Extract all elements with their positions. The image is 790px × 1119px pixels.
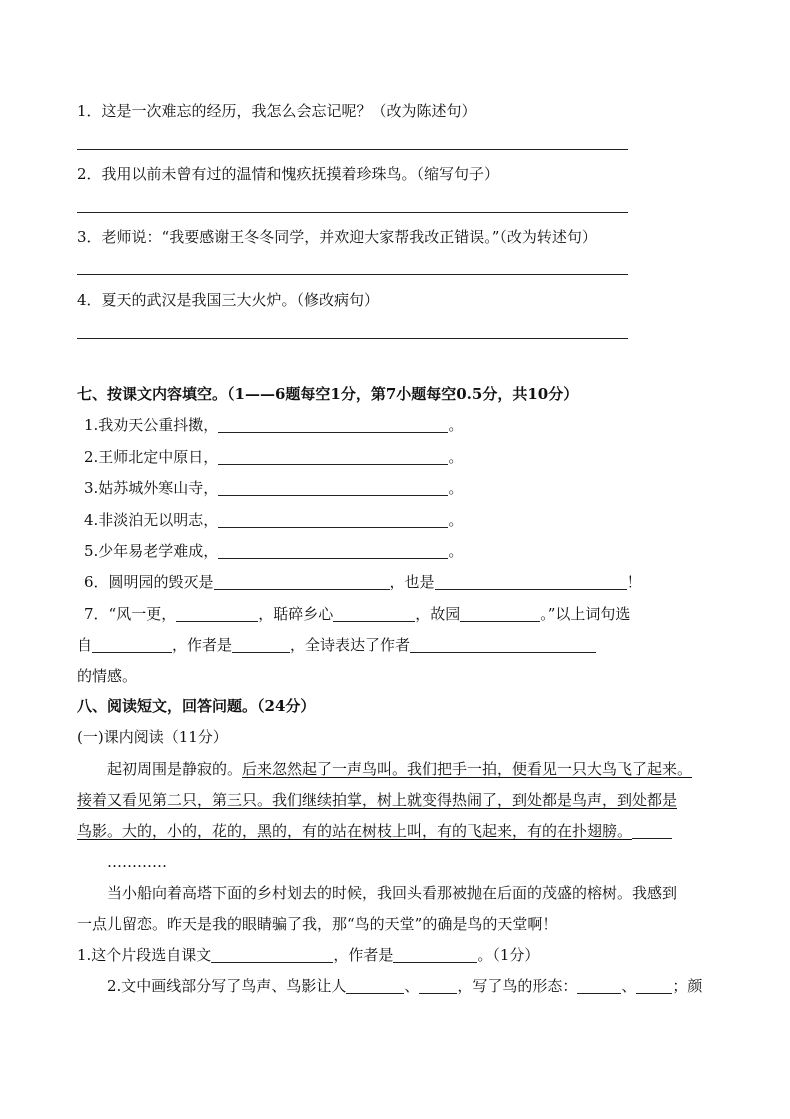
passage-line-1: 起初周围是静寂的。后来忽然起了一声鸟叫。我们把手一拍，便看见一只大鸟飞了起来。 [107,760,693,778]
question-2: 2．我用以前未曾有过的温情和愧疚抚摸着珍珠鸟。（缩写句子） [77,165,500,183]
fill-blank[interactable] [176,605,258,622]
answer-line-3[interactable] [77,274,628,275]
fill-blank[interactable] [218,511,448,528]
answer-line-2[interactable] [77,212,628,213]
passage-line-3: 鸟影。大的，小的，花的，黑的，有的站在树枝上叫，有的飞起来，有的在扑翅膀。 [77,821,672,841]
fill-blank[interactable] [218,448,448,465]
fill-item-6: 6．圆明园的毁灭是 ，也是 ！ [84,573,642,591]
question-1: 1．这是一次难忘的经历，我怎么会忘记呢？（改为陈述句） [77,102,477,120]
fill-blank[interactable] [218,479,448,496]
underline-tail [632,822,672,839]
section-7-heading: 七、按课文内容填空。（1——6题每空1分，第7小题每空0.5分，共10分） [77,385,579,403]
fill-blank[interactable] [419,977,457,994]
passage-line-4: 当小船向着高塔下面的乡村划去的时候，我回头看那被抛在后面的茂盛的榕树。我感到 [107,884,678,902]
fill-item-3: 3.姑苏城外寒山寺， 。 [84,479,464,497]
question-3: 3．老师说：“我要感谢王冬冬同学，并欢迎大家帮我改正错误。”（改为转述句） [77,228,597,246]
reading-question-1: 1.这个片段选自课文 ，作者是 。（1分） [77,946,540,964]
answer-line-4[interactable] [77,338,628,339]
passage-line-5: 一点儿留恋。昨天是我的眼睛骗了我，那“鸟的天堂”的确是鸟的天堂啊！ [77,915,558,933]
subsection-heading: (一)课内阅读（11分） [77,728,228,746]
fill-blank[interactable] [636,977,672,994]
fill-blank[interactable] [92,636,172,653]
fill-blank[interactable] [460,605,540,622]
fill-blank[interactable] [214,573,390,590]
fill-item-4: 4.非淡泊无以明志， 。 [84,511,464,529]
fill-blank[interactable] [410,636,596,653]
fill-item-7-cont: 自 ，作者是 ，全诗表达了作者 [77,635,596,655]
fill-item-5: 5.少年易老学难成， 。 [84,542,464,560]
fill-blank[interactable] [577,977,621,994]
fill-blank[interactable] [393,946,477,963]
fill-item-7: 7．“风一更， ，聒碎乡心 ，故园 。”以上词句选 [84,605,631,623]
reading-question-2: 2.文中画线部分写了鸟声、鸟影让人 、 ，写了鸟的形态： 、 ；颜 [107,977,703,995]
underlined-text: 后来忽然起了一声鸟叫。我们把手一拍，便看见一只大鸟飞了起来。 [242,760,693,778]
section-8-heading: 八、阅读短文，回答问题。（24分） [77,697,316,715]
ellipsis: ………… [107,853,167,871]
fill-blank[interactable] [333,605,415,622]
fill-item-2: 2.王师北定中原日， 。 [84,448,464,466]
fill-blank[interactable] [346,977,404,994]
fill-blank[interactable] [218,542,448,559]
fill-blank[interactable] [218,416,448,433]
fill-item-7-end: 的情感。 [77,667,138,685]
question-4: 4．夏天的武汉是我国三大火炉。（修改病句） [77,291,380,309]
fill-item-1: 1.我劝天公重抖擞， 。 [84,416,464,434]
passage-line-2: 接着又看见第二只，第三只。我们继续拍掌，树上就变得热闹了，到处都是鸟声，到处都是 [77,791,678,809]
answer-line-1[interactable] [77,149,628,150]
fill-blank[interactable] [435,573,627,590]
fill-blank[interactable] [232,636,290,653]
fill-blank[interactable] [211,946,333,963]
